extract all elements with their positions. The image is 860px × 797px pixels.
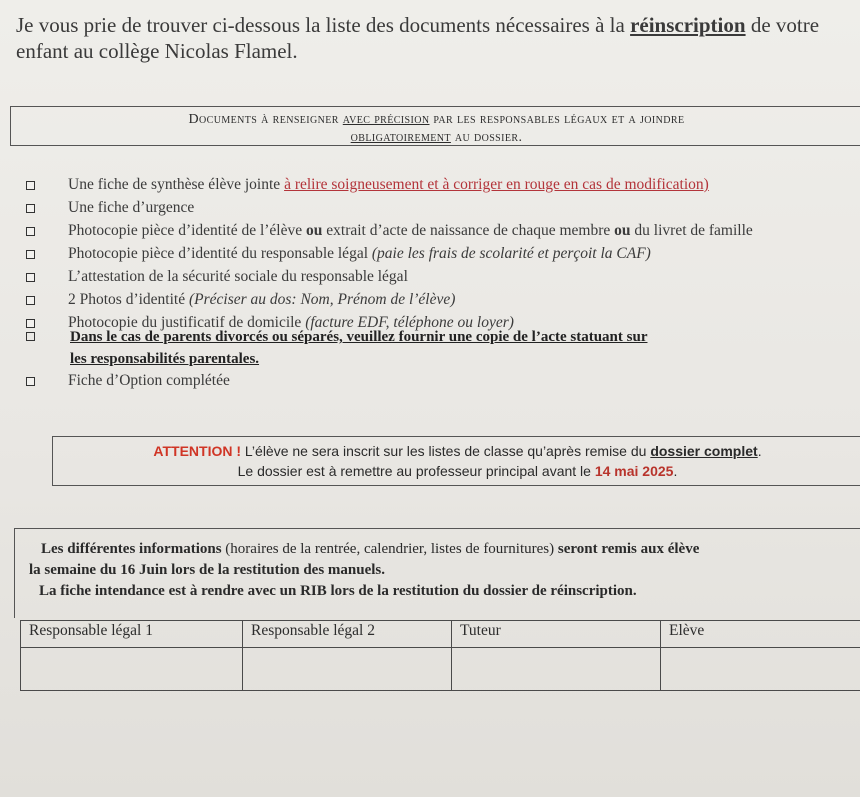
heading-emphasis-precision: avec précision [342, 112, 430, 127]
attention-label: ATTENTION ! [153, 443, 242, 459]
checklist-item-synthese [26, 176, 856, 199]
checklist-item-option [26, 372, 826, 395]
info-text: (horaires de la rentrée, calendrier, listes de fournitures) [221, 541, 558, 557]
info-bold-2: seront remis aux élève [557, 541, 700, 557]
checkbox-icon[interactable] [26, 204, 35, 213]
item-bold-ou-2: ou [614, 222, 631, 239]
checkbox-icon[interactable] [26, 296, 35, 305]
checkbox-icon[interactable] [26, 227, 35, 236]
attention-box [52, 436, 860, 486]
deadline-date: 14 mai 2025 [594, 463, 674, 479]
cell-tuteur[interactable] [452, 648, 661, 691]
attention-emphasis: dossier complet [650, 443, 758, 459]
item-text: Photocopie du justificatif de domicile [68, 314, 306, 331]
checklist-item-securite-sociale [26, 268, 856, 291]
item-text: 2 Photos d’identité [68, 291, 189, 308]
checkbox-icon[interactable] [26, 377, 35, 386]
item-bold-ou: ou [306, 222, 323, 239]
divorce-notice [70, 326, 750, 370]
item-italic-note: (Préciser au dos: Nom, Prénom de l’élève) [188, 291, 456, 308]
info-line-3: La fiche intendance est à rendre avec un RIB lors de la restitution du dossier de réinscription. [39, 583, 637, 599]
item-italic-note: (facture EDF, téléphone ou loyer) [305, 314, 514, 331]
info-bold: Les différentes informations [41, 541, 222, 557]
cell-eleve[interactable] [661, 648, 860, 691]
intro-text-1: Je vous prie de trouver ci-dessous la liste des documents nécessaires à la [16, 13, 631, 37]
intro-keyword: réinscription [630, 13, 746, 37]
header-responsable-2: Responsable légal 2 [243, 621, 452, 648]
signature-table [20, 620, 860, 691]
checkbox-icon[interactable] [26, 273, 35, 282]
documents-heading-box [10, 106, 860, 146]
item-text: Photocopie pièce d’identité de l’élève [68, 222, 307, 239]
attention-text: L’élève ne sera inscrit sur les listes de classe qu’après remise du [241, 443, 651, 459]
cell-responsable-2[interactable] [243, 648, 452, 691]
header-tuteur: Tuteur [452, 621, 661, 648]
checkbox-icon[interactable] [26, 250, 35, 259]
checklist-item-identite-eleve [26, 222, 856, 245]
heading-text-c: par les responsables légaux et a joindre [429, 112, 685, 127]
item-text: Fiche d’Option complétée [68, 372, 230, 389]
item-text: L’attestation de la sécurité sociale du responsable légal [68, 268, 408, 285]
divorce-notice-line-2: les responsabilités parentales. [70, 351, 260, 367]
info-line-2: la semaine du 16 Juin lors de la restitution des manuels. [29, 562, 386, 578]
document-checklist [26, 176, 856, 337]
item-text: Une fiche de synthèse élève jointe [68, 176, 285, 193]
header-responsable-1: Responsable légal 1 [21, 621, 243, 648]
cell-responsable-1[interactable] [21, 648, 243, 691]
item-text: Une fiche d’urgence [68, 199, 195, 216]
item-text: Photocopie pièce d’identité du responsable légal [68, 245, 372, 262]
intro-text-2: de votre enfant au collège Nicolas Flamel. [16, 13, 820, 63]
intro-paragraph [16, 12, 856, 64]
checklist-item-urgence [26, 199, 856, 222]
item-red-note: à relire soigneusement et à corriger en rouge en cas de modification) [284, 176, 709, 193]
deadline-text-end: . [673, 463, 678, 479]
info-box [14, 528, 860, 618]
attention-text-end: . [757, 443, 762, 459]
checkbox-icon[interactable] [26, 319, 35, 328]
checklist-item-identite-responsable [26, 245, 856, 268]
heading-text-a: Documents à renseigner [188, 112, 343, 127]
checklist-item-photos [26, 291, 856, 314]
heading-text-end: au dossier. [450, 130, 523, 145]
item-text-3: du livret de famille [630, 222, 753, 239]
divorce-notice-line-1: Dans le cas de parents divorcés ou séparés, veuillez fournir une copie de l’acte statuant sur [70, 329, 648, 345]
checkbox-icon[interactable] [26, 332, 35, 341]
header-eleve: Elève [661, 621, 860, 648]
deadline-text: Le dossier est à remettre au professeur principal avant le [237, 463, 595, 479]
item-text-2: extrait d’acte de naissance de chaque membre [322, 222, 615, 239]
item-italic-note: (paie les frais de scolarité et perçoit la CAF) [371, 245, 651, 262]
checkbox-icon[interactable] [26, 181, 35, 190]
heading-emphasis-obligatoire: obligatoirement [350, 130, 451, 145]
